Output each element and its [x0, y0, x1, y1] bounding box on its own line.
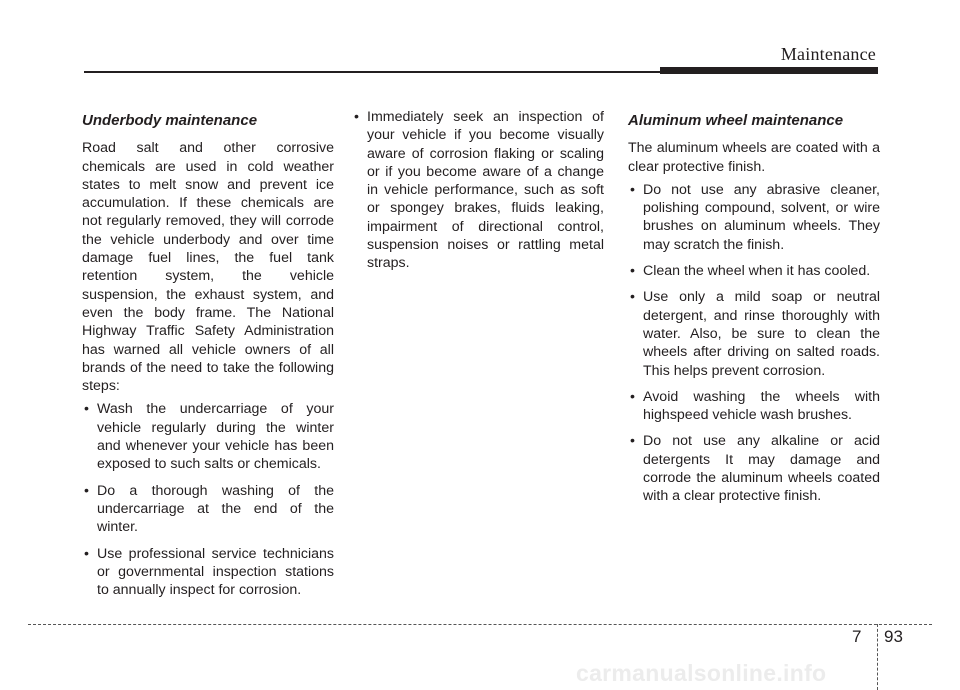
header-rule-thin: [84, 71, 660, 73]
bullet-icon: •: [630, 388, 635, 405]
list-item-text: Clean the wheel when it has cooled.: [643, 263, 871, 280]
bullet-icon: •: [630, 289, 635, 306]
list-item-text: Avoid washing the wheels with highspeed vehicle wash brushes.: [643, 388, 880, 424]
right-column: [628, 108, 880, 514]
bullet-icon: •: [630, 263, 635, 280]
aluminum-wheel-list: [628, 181, 880, 506]
bullet-icon: •: [630, 433, 635, 450]
list-item: [628, 181, 880, 254]
page-number: 93: [884, 627, 903, 646]
footer-divider: [28, 624, 932, 625]
list-item: [82, 482, 334, 537]
middle-column: [352, 108, 604, 281]
section-title: Maintenance: [780, 44, 876, 64]
inspection-list: [352, 108, 604, 273]
list-item: [352, 108, 604, 273]
underbody-intro: Road salt and other corrosive chemicals are used in cold weather states to melt snow and prevent ice accumulation. If these chemicals are not regularly removed, they will corrode the vehicle underbody and over time damage fuel lines, the fuel tank retention system, the vehicle suspension, the exhaust system, and even the body frame. The National Highway Traffic Safety Administration has warned all vehicle owners of all brands of the need to take the following steps:: [82, 140, 334, 395]
list-item-text: Immediately seek an inspection of your vehicle if you become visually aware of corrosion flaking or scaling or if you become aware of a change in vehicle performance, such as soft or spongey brakes, fluids leaking, impairment of directional control, suspension noises or rattling metal straps.: [367, 109, 604, 272]
bullet-icon: •: [354, 109, 359, 125]
list-item: [628, 288, 880, 379]
list-item-text: Wash the undercarriage of your vehicle regularly during the winter and whenever your vehicle has been exposed to such salts or chemicals.: [97, 401, 334, 473]
watermark: carmanualsonline.info: [576, 660, 827, 686]
list-item-text: Use professional service technicians or governmental inspection stations to annually inspect for corrosion.: [97, 545, 334, 599]
list-item: [628, 432, 880, 505]
list-item: [628, 262, 880, 280]
list-item: [82, 545, 334, 600]
left-column: [82, 108, 334, 607]
footer-page-divider: [877, 624, 878, 690]
underbody-heading: Underbody maintenance: [82, 112, 258, 129]
aluminum-wheel-intro: The aluminum wheels are coated with a clear protective finish.: [628, 140, 880, 175]
list-item-text: Use only a mild soap or neutral detergent, and rinse thoroughly with water. Also, be sure to clean the wheels after driving on salted roads. This helps prevent corrosion.: [643, 289, 880, 379]
chapter-number: 7: [852, 627, 862, 646]
underbody-list: [82, 400, 334, 599]
bullet-icon: •: [84, 482, 89, 499]
list-item: [82, 400, 334, 473]
bullet-icon: •: [84, 401, 89, 418]
aluminum-wheel-heading: Aluminum wheel maintenance: [628, 112, 844, 129]
bullet-icon: •: [84, 545, 89, 562]
list-item-text: Do not use any abrasive cleaner, polishing compound, solvent, or wire brushes on aluminum wheels. They may scratch the finish.: [643, 181, 880, 253]
list-item: [628, 388, 880, 425]
bullet-icon: •: [630, 181, 635, 198]
list-item-text: Do not use any alkaline or acid detergents It may damage and corrode the aluminum wheels coated with a clear protective finish.: [643, 433, 880, 505]
list-item-text: Do a thorough washing of the undercarriage at the end of the winter.: [97, 482, 334, 536]
header-rule-thick: [660, 67, 878, 74]
